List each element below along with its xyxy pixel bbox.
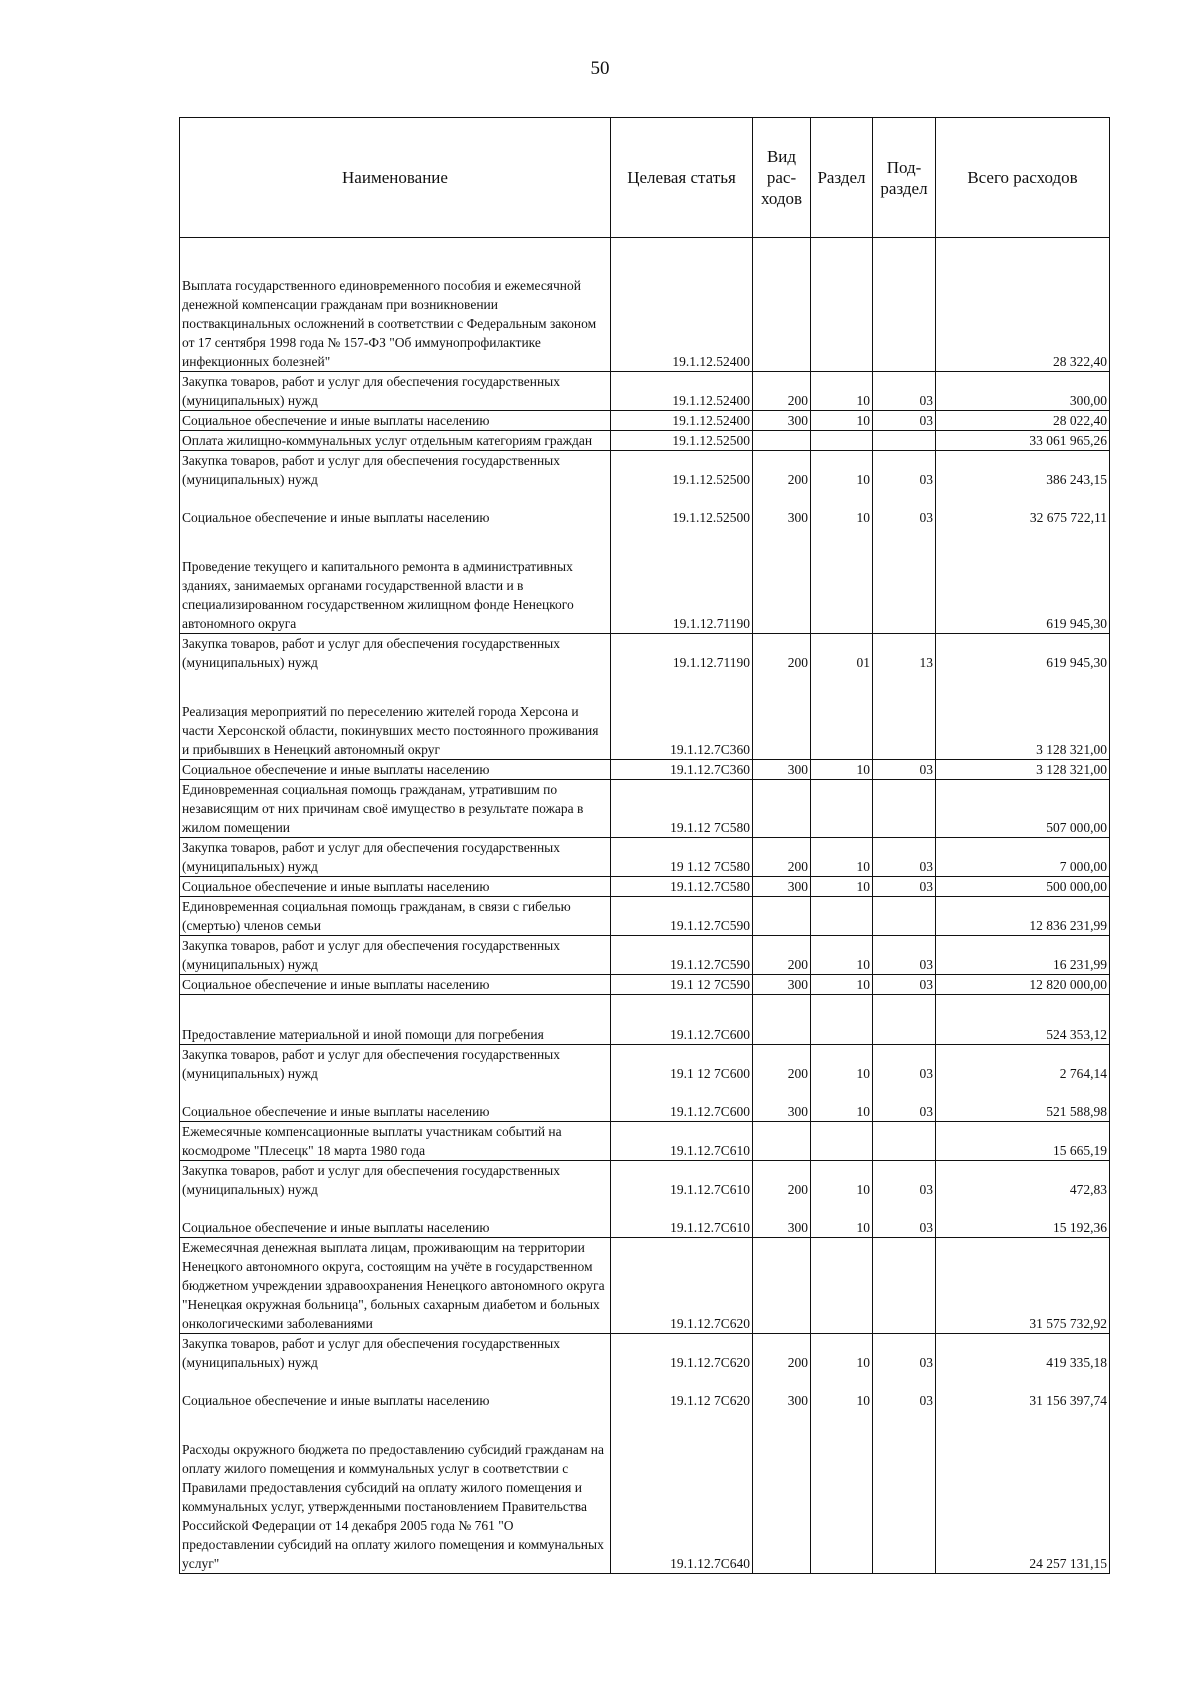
row-expense-kind: 300 [753,877,811,897]
row-name: Проведение текущего и капитального ремонта в административных зданиях, занимаемых органами государственной власти и в специализированном государственном жилищном фонде Ненецкого автономного округа [180,527,611,634]
page-number: 50 [590,58,610,79]
row-section: 10 [811,1372,873,1410]
row-total: 300,00 [936,372,1110,411]
row-total: 31 575 732,92 [936,1238,1110,1334]
row-target-article: 19.1.12.7С610 [611,1122,753,1161]
row-subsection: 03 [873,1161,936,1200]
table-row [180,451,1110,490]
row-expense-kind: 300 [753,411,811,431]
row-subsection: 03 [873,838,936,877]
row-total: 16 231,99 [936,936,1110,975]
row-expense-kind: 200 [753,1161,811,1200]
row-name: Социальное обеспечение и иные выплаты населению [180,1199,611,1238]
table-row [180,760,1110,780]
row-expense-kind: 300 [753,1083,811,1122]
row-name: Социальное обеспечение и иные выплаты населению [180,760,611,780]
header-section: Раздел [811,118,873,238]
row-expense-kind [753,431,811,451]
row-subsection: 03 [873,1372,936,1410]
table-row [180,995,1110,1045]
row-total: 619 945,30 [936,527,1110,634]
table-row [180,1161,1110,1200]
table-row [180,1410,1110,1574]
row-target-article: 19.1.12.7С600 [611,1083,753,1122]
row-total: 521 588,98 [936,1083,1110,1122]
row-total: 15 665,19 [936,1122,1110,1161]
table-row [180,1045,1110,1084]
row-total: 28 322,40 [936,238,1110,372]
row-target-article: 19.1.12.7С600 [611,995,753,1045]
row-section: 10 [811,411,873,431]
row-target-article: 19.1.12 7С580 [611,780,753,838]
row-name: Единовременная социальная помощь гражданам, в связи с гибелью (смертью) членов семьи [180,897,611,936]
row-subsection: 03 [873,936,936,975]
table-row [180,1199,1110,1238]
row-expense-kind [753,995,811,1045]
row-subsection [873,527,936,634]
row-target-article: 19.1.12.7С360 [611,672,753,760]
row-section: 10 [811,1083,873,1122]
row-section: 10 [811,975,873,995]
header-name: Наименование [180,118,611,238]
row-total: 500 000,00 [936,877,1110,897]
row-total: 12 836 231,99 [936,897,1110,936]
row-name: Социальное обеспечение и иные выплаты населению [180,1372,611,1410]
row-name: Закупка товаров, работ и услуг для обеспечения государственных (муниципальных) нужд [180,936,611,975]
row-expense-kind: 200 [753,634,811,673]
row-total: 386 243,15 [936,451,1110,490]
row-name: Социальное обеспечение и иные выплаты населению [180,489,611,527]
row-total: 524 353,12 [936,995,1110,1045]
table-row [180,1372,1110,1410]
row-name: Закупка товаров, работ и услуг для обеспечения государственных (муниципальных) нужд [180,1334,611,1373]
row-subsection [873,1122,936,1161]
table-header [180,118,1110,238]
row-name: Закупка товаров, работ и услуг для обеспечения государственных (муниципальных) нужд [180,1045,611,1084]
row-section: 10 [811,1161,873,1200]
row-subsection [873,780,936,838]
row-expense-kind: 200 [753,451,811,490]
row-target-article: 19.1.12.71190 [611,634,753,673]
row-total: 33 061 965,26 [936,431,1110,451]
row-target-article: 19 1.12 7С580 [611,838,753,877]
row-total: 28 022,40 [936,411,1110,431]
row-section: 10 [811,372,873,411]
row-target-article: 19.1.12.71190 [611,527,753,634]
row-name: Оплата жилищно-коммунальных услуг отдельным категориям граждан [180,431,611,451]
row-target-article: 19.1.12.52400 [611,372,753,411]
row-section [811,897,873,936]
row-subsection [873,1410,936,1574]
row-target-article: 19.1 12 7С590 [611,975,753,995]
row-subsection [873,238,936,372]
row-target-article: 19.1.12.52500 [611,489,753,527]
row-name: Единовременная социальная помощь гражданам, утратившим по независящим от них причинам своё имущество в результате пожара в жилом помещении [180,780,611,838]
table-row [180,1122,1110,1161]
row-target-article: 19.1.12.7С610 [611,1199,753,1238]
row-name: Закупка товаров, работ и услуг для обеспечения государственных (муниципальных) нужд [180,838,611,877]
row-section: 10 [811,1045,873,1084]
row-subsection: 03 [873,1083,936,1122]
table-row [180,1238,1110,1334]
row-name: Социальное обеспечение и иные выплаты населению [180,877,611,897]
row-total: 7 000,00 [936,838,1110,877]
table-row [180,238,1110,372]
row-name: Закупка товаров, работ и услуг для обеспечения государственных (муниципальных) нужд [180,372,611,411]
table-row [180,411,1110,431]
row-total: 472,83 [936,1161,1110,1200]
row-subsection: 03 [873,1334,936,1373]
row-target-article: 19.1.12.7С590 [611,936,753,975]
row-total: 12 820 000,00 [936,975,1110,995]
row-name: Выплата государственного единовременного пособия и ежемесячной денежной компенсации гражданам при возникновении поствакцинальных осложнений в соответствии с Федеральным законом от 17 сентября 1998 года № 157-ФЗ "Об иммунопрофилактике инфекционных болезней" [180,238,611,372]
table-body [180,238,1110,1574]
row-expense-kind: 300 [753,760,811,780]
row-expense-kind [753,1410,811,1574]
row-section [811,431,873,451]
row-expense-kind: 200 [753,1334,811,1373]
row-subsection: 03 [873,877,936,897]
row-total: 32 675 722,11 [936,489,1110,527]
table-row [180,634,1110,673]
row-name: Предоставление материальной и иной помощи для погребения [180,995,611,1045]
row-section [811,1122,873,1161]
table-row [180,936,1110,975]
row-subsection [873,995,936,1045]
row-subsection [873,897,936,936]
row-expense-kind: 300 [753,975,811,995]
row-target-article: 19.1.12.7С580 [611,877,753,897]
row-target-article: 19.1.12.7С590 [611,897,753,936]
header-total: Всего расходов [936,118,1110,238]
row-section [811,527,873,634]
table-row [180,975,1110,995]
row-target-article: 19.1.12 7С620 [611,1372,753,1410]
header-target-article: Целевая статья [611,118,753,238]
table-row [180,1083,1110,1122]
row-target-article: 19.1.12.52400 [611,411,753,431]
row-total: 419 335,18 [936,1334,1110,1373]
row-name: Закупка товаров, работ и услуг для обеспечения государственных (муниципальных) нужд [180,1161,611,1200]
row-subsection: 03 [873,489,936,527]
row-total: 24 257 131,15 [936,1410,1110,1574]
row-subsection: 03 [873,372,936,411]
row-expense-kind [753,897,811,936]
row-name: Ежемесячные компенсационные выплаты участникам событий на космодроме "Плесецк" 18 марта 1980 года [180,1122,611,1161]
row-expense-kind [753,527,811,634]
row-section: 10 [811,1199,873,1238]
row-subsection [873,1238,936,1334]
row-total: 15 192,36 [936,1199,1110,1238]
row-total: 507 000,00 [936,780,1110,838]
row-expense-kind: 200 [753,372,811,411]
row-section [811,1238,873,1334]
row-expense-kind [753,1238,811,1334]
row-expense-kind: 300 [753,489,811,527]
row-total: 3 128 321,00 [936,672,1110,760]
row-expense-kind: 300 [753,1199,811,1238]
row-target-article: 19.1.12.7С620 [611,1334,753,1373]
row-total: 3 128 321,00 [936,760,1110,780]
row-section [811,1410,873,1574]
row-target-article: 19.1.12.52400 [611,238,753,372]
row-name: Социальное обеспечение и иные выплаты населению [180,975,611,995]
table-row [180,1334,1110,1373]
row-subsection [873,431,936,451]
table-row [180,780,1110,838]
row-target-article: 19.1.12.52500 [611,451,753,490]
row-subsection: 13 [873,634,936,673]
table-row [180,672,1110,760]
row-section: 10 [811,1334,873,1373]
row-subsection: 03 [873,975,936,995]
row-total: 2 764,14 [936,1045,1110,1084]
row-section: 10 [811,936,873,975]
row-name: Социальное обеспечение и иные выплаты населению [180,1083,611,1122]
row-name: Реализация мероприятий по переселению жителей города Херсона и части Херсонской области, покинувших место постоянного проживания и прибывших в Ненецкий автономный округ [180,672,611,760]
row-expense-kind [753,672,811,760]
row-expense-kind: 300 [753,1372,811,1410]
table-row [180,877,1110,897]
row-expense-kind [753,238,811,372]
row-target-article: 19.1.12.7С620 [611,1238,753,1334]
table-row [180,431,1110,451]
row-expense-kind: 200 [753,838,811,877]
row-expense-kind: 200 [753,1045,811,1084]
row-section: 10 [811,877,873,897]
row-target-article: 19.1.12.7С610 [611,1161,753,1200]
row-section: 10 [811,451,873,490]
table-row [180,489,1110,527]
row-subsection: 03 [873,760,936,780]
row-subsection: 03 [873,1199,936,1238]
table-row [180,838,1110,877]
row-section [811,780,873,838]
table-row [180,897,1110,936]
row-expense-kind: 200 [753,936,811,975]
header-subsection: Под-раздел [873,118,936,238]
table-row [180,372,1110,411]
row-subsection: 03 [873,411,936,431]
row-section [811,238,873,372]
row-subsection: 03 [873,1045,936,1084]
row-total: 619 945,30 [936,634,1110,673]
budget-expenditure-table [179,117,1110,1574]
row-subsection [873,672,936,760]
row-section: 01 [811,634,873,673]
row-section: 10 [811,838,873,877]
header-expense-kind: Вид рас-ходов [753,118,811,238]
row-section: 10 [811,760,873,780]
row-name: Социальное обеспечение и иные выплаты населению [180,411,611,431]
row-target-article: 19.1.12.52500 [611,431,753,451]
row-section [811,672,873,760]
row-subsection: 03 [873,451,936,490]
row-name: Ежемесячная денежная выплата лицам, проживающим на территории Ненецкого автономного округа, состоящим на учёте в государственном бюджетном учреждении здравоохранения Ненецкого автономного округа "Ненецкая окружная больница", больных сахарным диабетом и больных онкологическими заболеваниями [180,1238,611,1334]
table-row [180,527,1110,634]
row-name: Закупка товаров, работ и услуг для обеспечения государственных (муниципальных) нужд [180,451,611,490]
row-section: 10 [811,489,873,527]
row-target-article: 19.1.12.7С360 [611,760,753,780]
row-total: 31 156 397,74 [936,1372,1110,1410]
row-section [811,995,873,1045]
row-target-article: 19.1.12.7С640 [611,1410,753,1574]
row-name: Расходы окружного бюджета по предоставлению субсидий гражданам на оплату жилого помещения и коммунальных услуг в соответствии с Правилами предоставления субсидий на оплату жилого помещения и коммунальных услуг, утвержденными постановлением Правительства Российской Федерации от 14 декабря 2005 года № 761 "О предоставлении субсидий на оплату жилого помещения и коммунальных услуг" [180,1410,611,1574]
row-expense-kind [753,780,811,838]
row-name: Закупка товаров, работ и услуг для обеспечения государственных (муниципальных) нужд [180,634,611,673]
row-expense-kind [753,1122,811,1161]
row-target-article: 19.1 12 7С600 [611,1045,753,1084]
